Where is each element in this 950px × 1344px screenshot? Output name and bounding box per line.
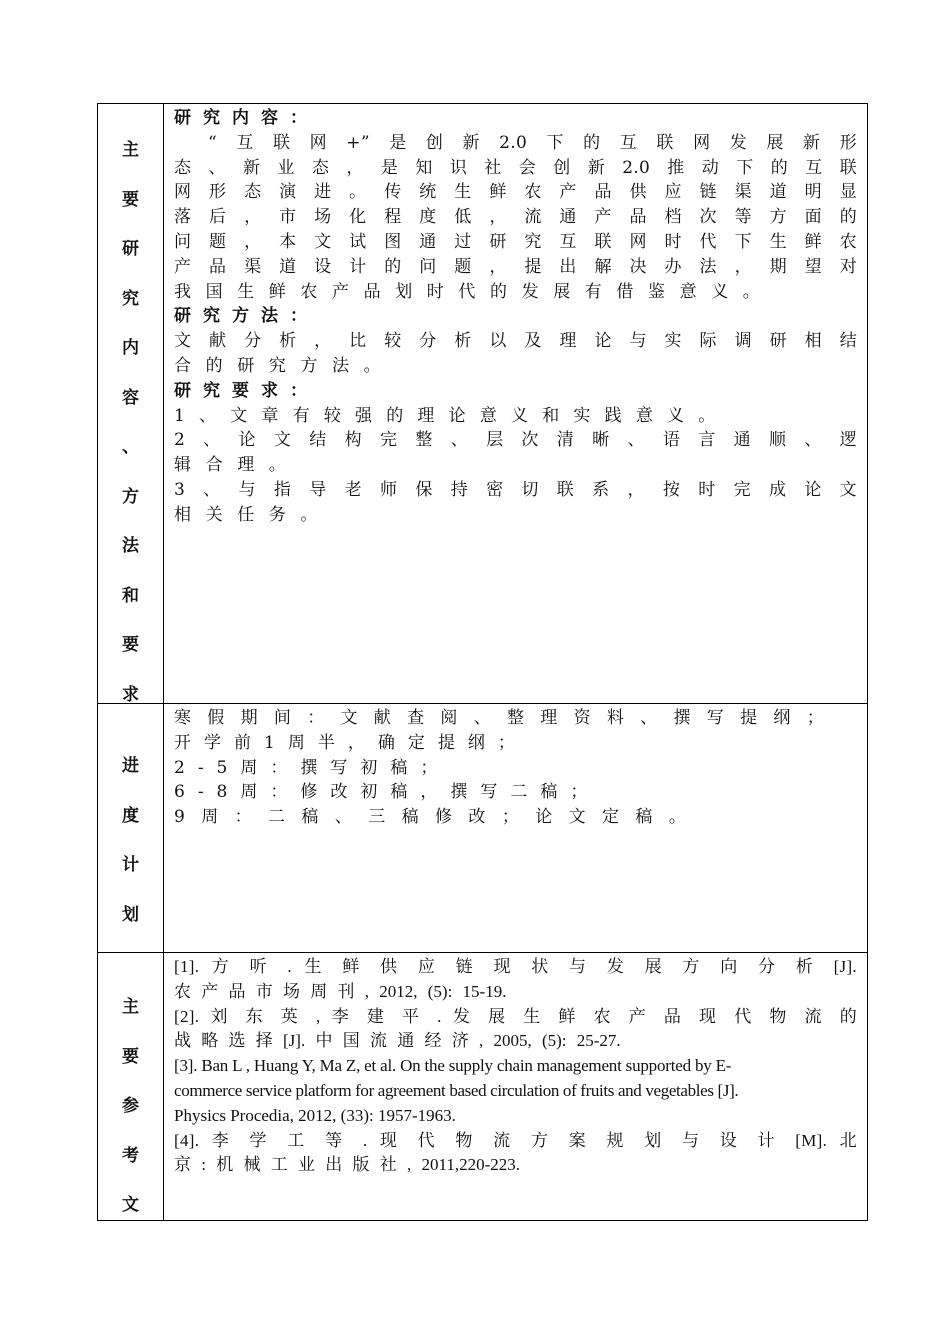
references-label bbox=[98, 953, 164, 1220]
require-line: 2、论文结构完整、层次清晰、语言通顺、逻 bbox=[174, 430, 857, 451]
ref-line: Physics Procedia, 2012, (33): 1957-1963. bbox=[174, 1105, 456, 1125]
label-char: 文 bbox=[122, 1195, 139, 1215]
require-line: 相关任务。 bbox=[174, 504, 332, 525]
schedule-label bbox=[98, 704, 164, 952]
label-char: 、 bbox=[122, 437, 139, 457]
plan-line: 9周：二稿、三稿修改；论文定稿。 bbox=[174, 807, 703, 828]
research-line: 态、新业态，是知识社会创新2.0推动下的互联 bbox=[174, 157, 857, 178]
ref-line: [2]. 刘 东 英 , 李 建 平 . 发 展 生 鲜 农 产 品 现 代 物 流 的 bbox=[174, 1006, 857, 1026]
require-line: 辑合理。 bbox=[174, 455, 301, 476]
label-char: 法 bbox=[122, 536, 139, 556]
research-line: 落后，市场化程度低，流通产品档次等方面的 bbox=[174, 207, 857, 228]
plan-line: 寒假期间：文献查阅、整理资料、撰写提纲； bbox=[174, 708, 840, 728]
label-char: 求 bbox=[122, 684, 139, 705]
label-char: 容 bbox=[122, 387, 139, 408]
ref-line: commerce service platform for agreement based circulation of fruits and vegetables [J]. bbox=[174, 1080, 739, 1100]
method-line: 合的研究方法。 bbox=[174, 355, 396, 376]
label-char: 划 bbox=[122, 904, 139, 925]
label-char: 内 bbox=[122, 338, 139, 358]
label-char: 参 bbox=[122, 1096, 139, 1116]
ref-line: [1]. 方 听 . 生 鲜 供 应 链 现 状 与 发 展 方 向 分 析 [J]. bbox=[174, 957, 857, 976]
ref-line: 战 略 选 择 [J]. 中 国 流 通 经 济 , 2005, (5): 25-27. bbox=[174, 1031, 621, 1051]
research-line: 网形态演进。传统生鲜农产品供应链渠道明显 bbox=[174, 182, 857, 203]
references-row bbox=[98, 953, 867, 1220]
plan-line: 2-5周：撰写初稿； bbox=[174, 757, 451, 778]
label-char: 和 bbox=[122, 585, 139, 606]
heading-method: 研究方法： bbox=[174, 306, 319, 327]
form-table bbox=[97, 103, 868, 1221]
require-line: 3、与指导老师保持密切联系，按时完成论文 bbox=[174, 479, 857, 500]
research-line: 问题，本文试图通过研究互联网时代下生鲜农 bbox=[174, 231, 857, 252]
research-content bbox=[164, 104, 867, 703]
label-char: 主 bbox=[122, 140, 139, 160]
label-char: 研 bbox=[122, 239, 139, 259]
label-char: 究 bbox=[122, 288, 139, 309]
label-char: 要 bbox=[122, 1046, 139, 1067]
schedule-row bbox=[98, 704, 867, 953]
research-line: 产品渠道设计的问题，提出解决办法，期望对 bbox=[174, 256, 857, 277]
label-char: 度 bbox=[122, 805, 139, 826]
plan-line: 开学前1周半，确定提纲； bbox=[174, 732, 528, 753]
research-line: 我国生鲜农产品划时代的发展有借鉴意义。 bbox=[174, 281, 775, 302]
ref-line: [4]. 李 学 工 等 . 现 代 物 流 方 案 规 划 与 设 计 [M]. 北 bbox=[174, 1130, 857, 1150]
research-line: “互联网+”是创新2.0下的互联网发展新形 bbox=[208, 132, 857, 153]
ref-line: 京 : 机 械 工 业 出 版 社 , 2011,220-223. bbox=[174, 1155, 521, 1175]
references-content bbox=[164, 953, 867, 1220]
label-char: 计 bbox=[122, 855, 139, 875]
heading-research: 研究内容： bbox=[174, 108, 319, 128]
schedule-content bbox=[164, 704, 867, 952]
heading-require: 研究要求： bbox=[174, 380, 319, 401]
method-line: 文献分析，比较分析以及理论与实际调研相结 bbox=[174, 331, 857, 352]
label-char: 主 bbox=[122, 997, 139, 1017]
plan-line: 6-8周：修改初稿，撰写二稿； bbox=[174, 782, 601, 803]
label-char: 进 bbox=[122, 756, 139, 776]
label-char: 考 bbox=[122, 1145, 139, 1166]
require-line: 1、文章有较强的理论意义和实践意义。 bbox=[174, 405, 730, 426]
ref-line: [3]. Ban L , Huang Y, Ma Z, et al. On the supply chain management supported by E- bbox=[174, 1056, 732, 1076]
research-row bbox=[98, 104, 867, 704]
label-char: 方 bbox=[122, 486, 139, 507]
label-char: 要 bbox=[122, 635, 139, 655]
research-label bbox=[98, 104, 164, 703]
ref-line: 农 产 品 市 场 周 刊 , 2012, (5): 15-19. bbox=[174, 981, 507, 1001]
label-char: 要 bbox=[122, 189, 139, 210]
